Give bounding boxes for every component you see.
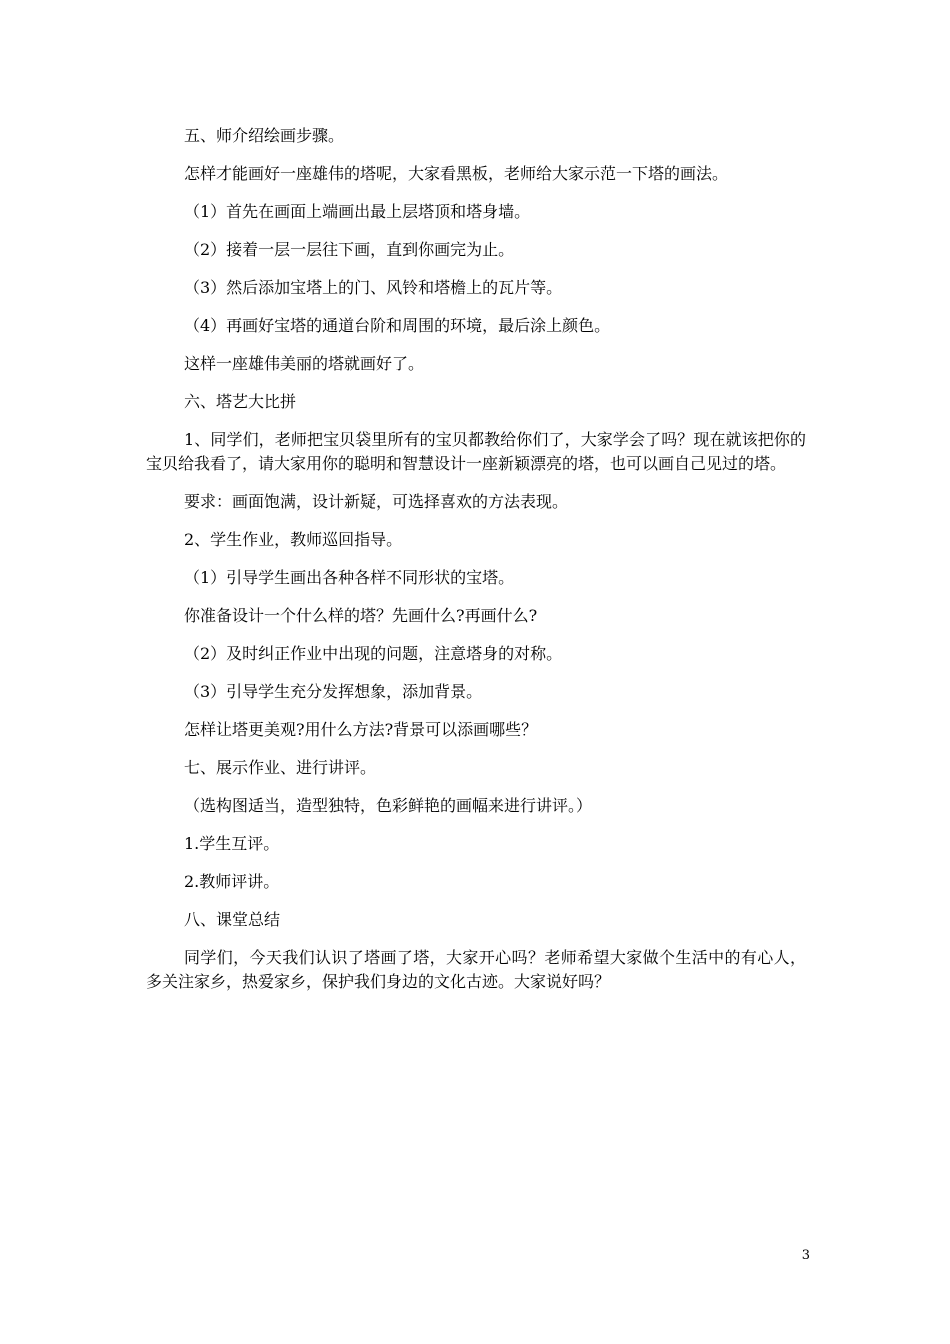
evaluation-item-2: 2.教师评讲。 (184, 872, 280, 891)
paragraph-design-question: 你准备设计一个什么样的塔？先画什么?再画什么? (184, 606, 538, 625)
paragraph-requirements: 要求：画面饱满，设计新疑，可选择喜欢的方法表现。 (184, 492, 569, 511)
section-heading-six: 六、塔艺大比拼 (184, 392, 297, 411)
section-heading-seven: 七、展示作业、进行讲评。 (184, 758, 377, 777)
step-item-2: （2）接着一层一层往下画，直到你画完为止。 (184, 240, 515, 259)
guidance-item-2: （2）及时纠正作业中出现的问题，注意塔身的对称。 (184, 644, 563, 663)
guidance-item-1: （1）引导学生画出各种各样不同形状的宝塔。 (184, 568, 515, 587)
paragraph-student-work: 2、学生作业，教师巡回指导。 (184, 530, 403, 549)
section-heading-eight: 八、课堂总结 (184, 910, 281, 929)
step-item-1: （1）首先在画面上端画出最上层塔顶和塔身墙。 (184, 202, 531, 221)
page-number: 3 (801, 1248, 810, 1263)
paragraph-summary: 同学们，今天我们认识了塔画了塔，大家开心吗？老师希望大家做个生活中的有心人，多关注家乡，热爱家乡，保护我们身边的文化古迹。大家说好吗？ (146, 948, 806, 991)
step-item-4: （4）再画好宝塔的通道台阶和周围的环境，最后涂上颜色。 (184, 316, 611, 335)
section-heading-five: 五、师介绍绘画步骤。 (184, 126, 345, 145)
guidance-item-3: （3）引导学生充分发挥想象，添加背景。 (184, 682, 483, 701)
evaluation-item-1: 1.学生互评。 (184, 834, 280, 853)
paragraph-intro-question: 怎样才能画好一座雄伟的塔呢，大家看黑板，老师给大家示范一下塔的画法。 (184, 164, 729, 183)
step-item-3: （3）然后添加宝塔上的门、风铃和塔檐上的瓦片等。 (184, 278, 563, 297)
paragraph-task-intro: 1、同学们，老师把宝贝袋里所有的宝贝都教给你们了，大家学会了吗？现在就该把你的宝贝给我看了，请大家用你的聪明和智慧设计一座新颖漂亮的塔，也可以画自己见过的塔。 (146, 430, 806, 473)
paragraph-evaluation-note: （选构图适当，造型独特，色彩鲜艳的画幅来进行讲评。） (184, 796, 593, 815)
paragraph-background-question: 怎样让塔更美观?用什么方法?背景可以添画哪些？ (184, 720, 538, 739)
document-body (146, 124, 806, 1008)
paragraph-step-conclusion: 这样一座雄伟美丽的塔就画好了。 (184, 354, 425, 373)
